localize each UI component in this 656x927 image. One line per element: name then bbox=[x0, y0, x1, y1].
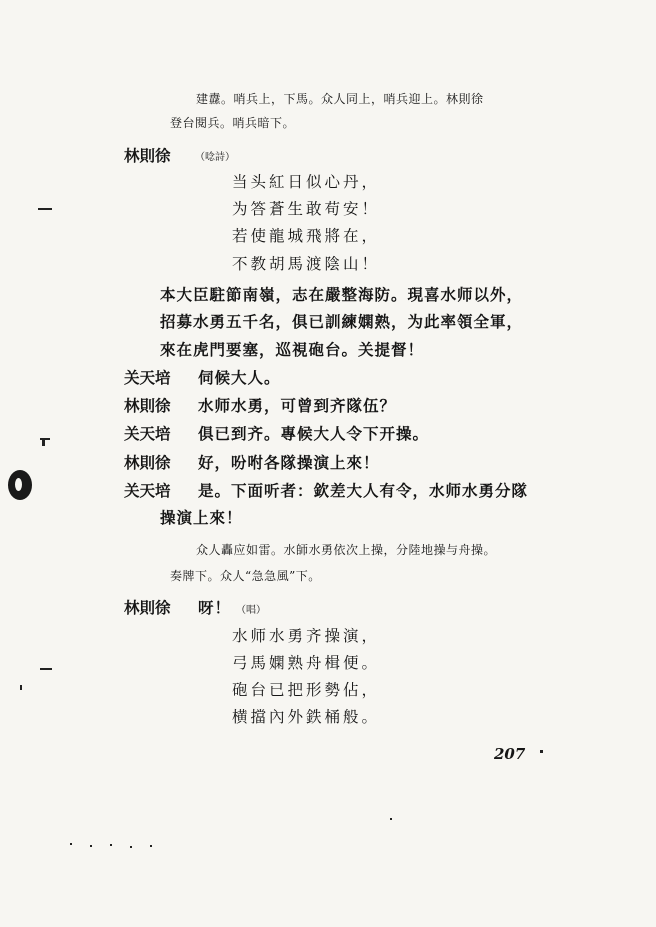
verse-line: 若使龍城飛將在， bbox=[232, 227, 381, 245]
speech-line: 招募水勇五千名，俱已訓練嫻熟，为此率領全軍， bbox=[160, 312, 524, 331]
verse-line: 弓馬嫻熟舟楫便。 bbox=[232, 654, 381, 672]
verse-line: 水师水勇齐操演， bbox=[232, 627, 381, 645]
stage-direction-line: 建纛。哨兵上，下馬。众人同上，哨兵迎上。林則徐 bbox=[196, 92, 484, 106]
speaker-name: 关天培 bbox=[124, 481, 171, 500]
verse-line: 当头紅日似心丹， bbox=[232, 173, 381, 191]
speaker-name: 林則徐 bbox=[124, 396, 171, 415]
dialogue-text: 水师水勇，可曾到齐隊伍？ bbox=[198, 396, 397, 415]
performance-note: （唸詩） bbox=[195, 152, 235, 163]
stage-direction-line: 登台閱兵。哨兵暗下。 bbox=[170, 116, 296, 130]
dialogue-text: 伺候大人。 bbox=[198, 368, 281, 387]
speech-line: 本大臣駐節南嶺，志在嚴整海防。現喜水师以外， bbox=[160, 285, 524, 304]
speaker-name: 林則徐 bbox=[124, 453, 171, 472]
verse-line: 为答蒼生敢苟安！ bbox=[232, 200, 381, 218]
performance-note: （唱） bbox=[236, 605, 266, 616]
speaker-name: 关天培 bbox=[124, 424, 171, 443]
dialogue-continuation: 操演上來！ bbox=[160, 508, 243, 527]
verse-line: 横擋內外鉄桶般。 bbox=[232, 708, 381, 726]
verse-line: 砲台已把形勢佔， bbox=[232, 681, 381, 699]
dialogue-text: 俱已到齐。專候大人令下开操。 bbox=[198, 424, 430, 443]
speaker-name: 林則徐 bbox=[124, 146, 171, 165]
speaker-name: 关天培 bbox=[124, 368, 171, 387]
stage-direction-line: 奏牌下。众人“急急風”下。 bbox=[170, 569, 321, 583]
verse-line: 不教胡馬渡陰山！ bbox=[232, 255, 381, 273]
dialogue-text: 是。下面听者：欽差大人有令，水师水勇分隊 bbox=[198, 481, 529, 500]
page-number: 207 bbox=[494, 745, 526, 763]
speaker-name: 林則徐 bbox=[124, 598, 171, 617]
exclamation: 呀！ bbox=[198, 598, 232, 617]
speech-line: 來在虎門要塞，巡視砲台。关提督！ bbox=[160, 340, 425, 359]
dialogue-text: 好，吩咐各隊操演上來！ bbox=[198, 453, 380, 472]
stage-direction-line: 众人轟应如雷。水師水勇依次上操，分陸地操与舟操。 bbox=[196, 543, 497, 557]
